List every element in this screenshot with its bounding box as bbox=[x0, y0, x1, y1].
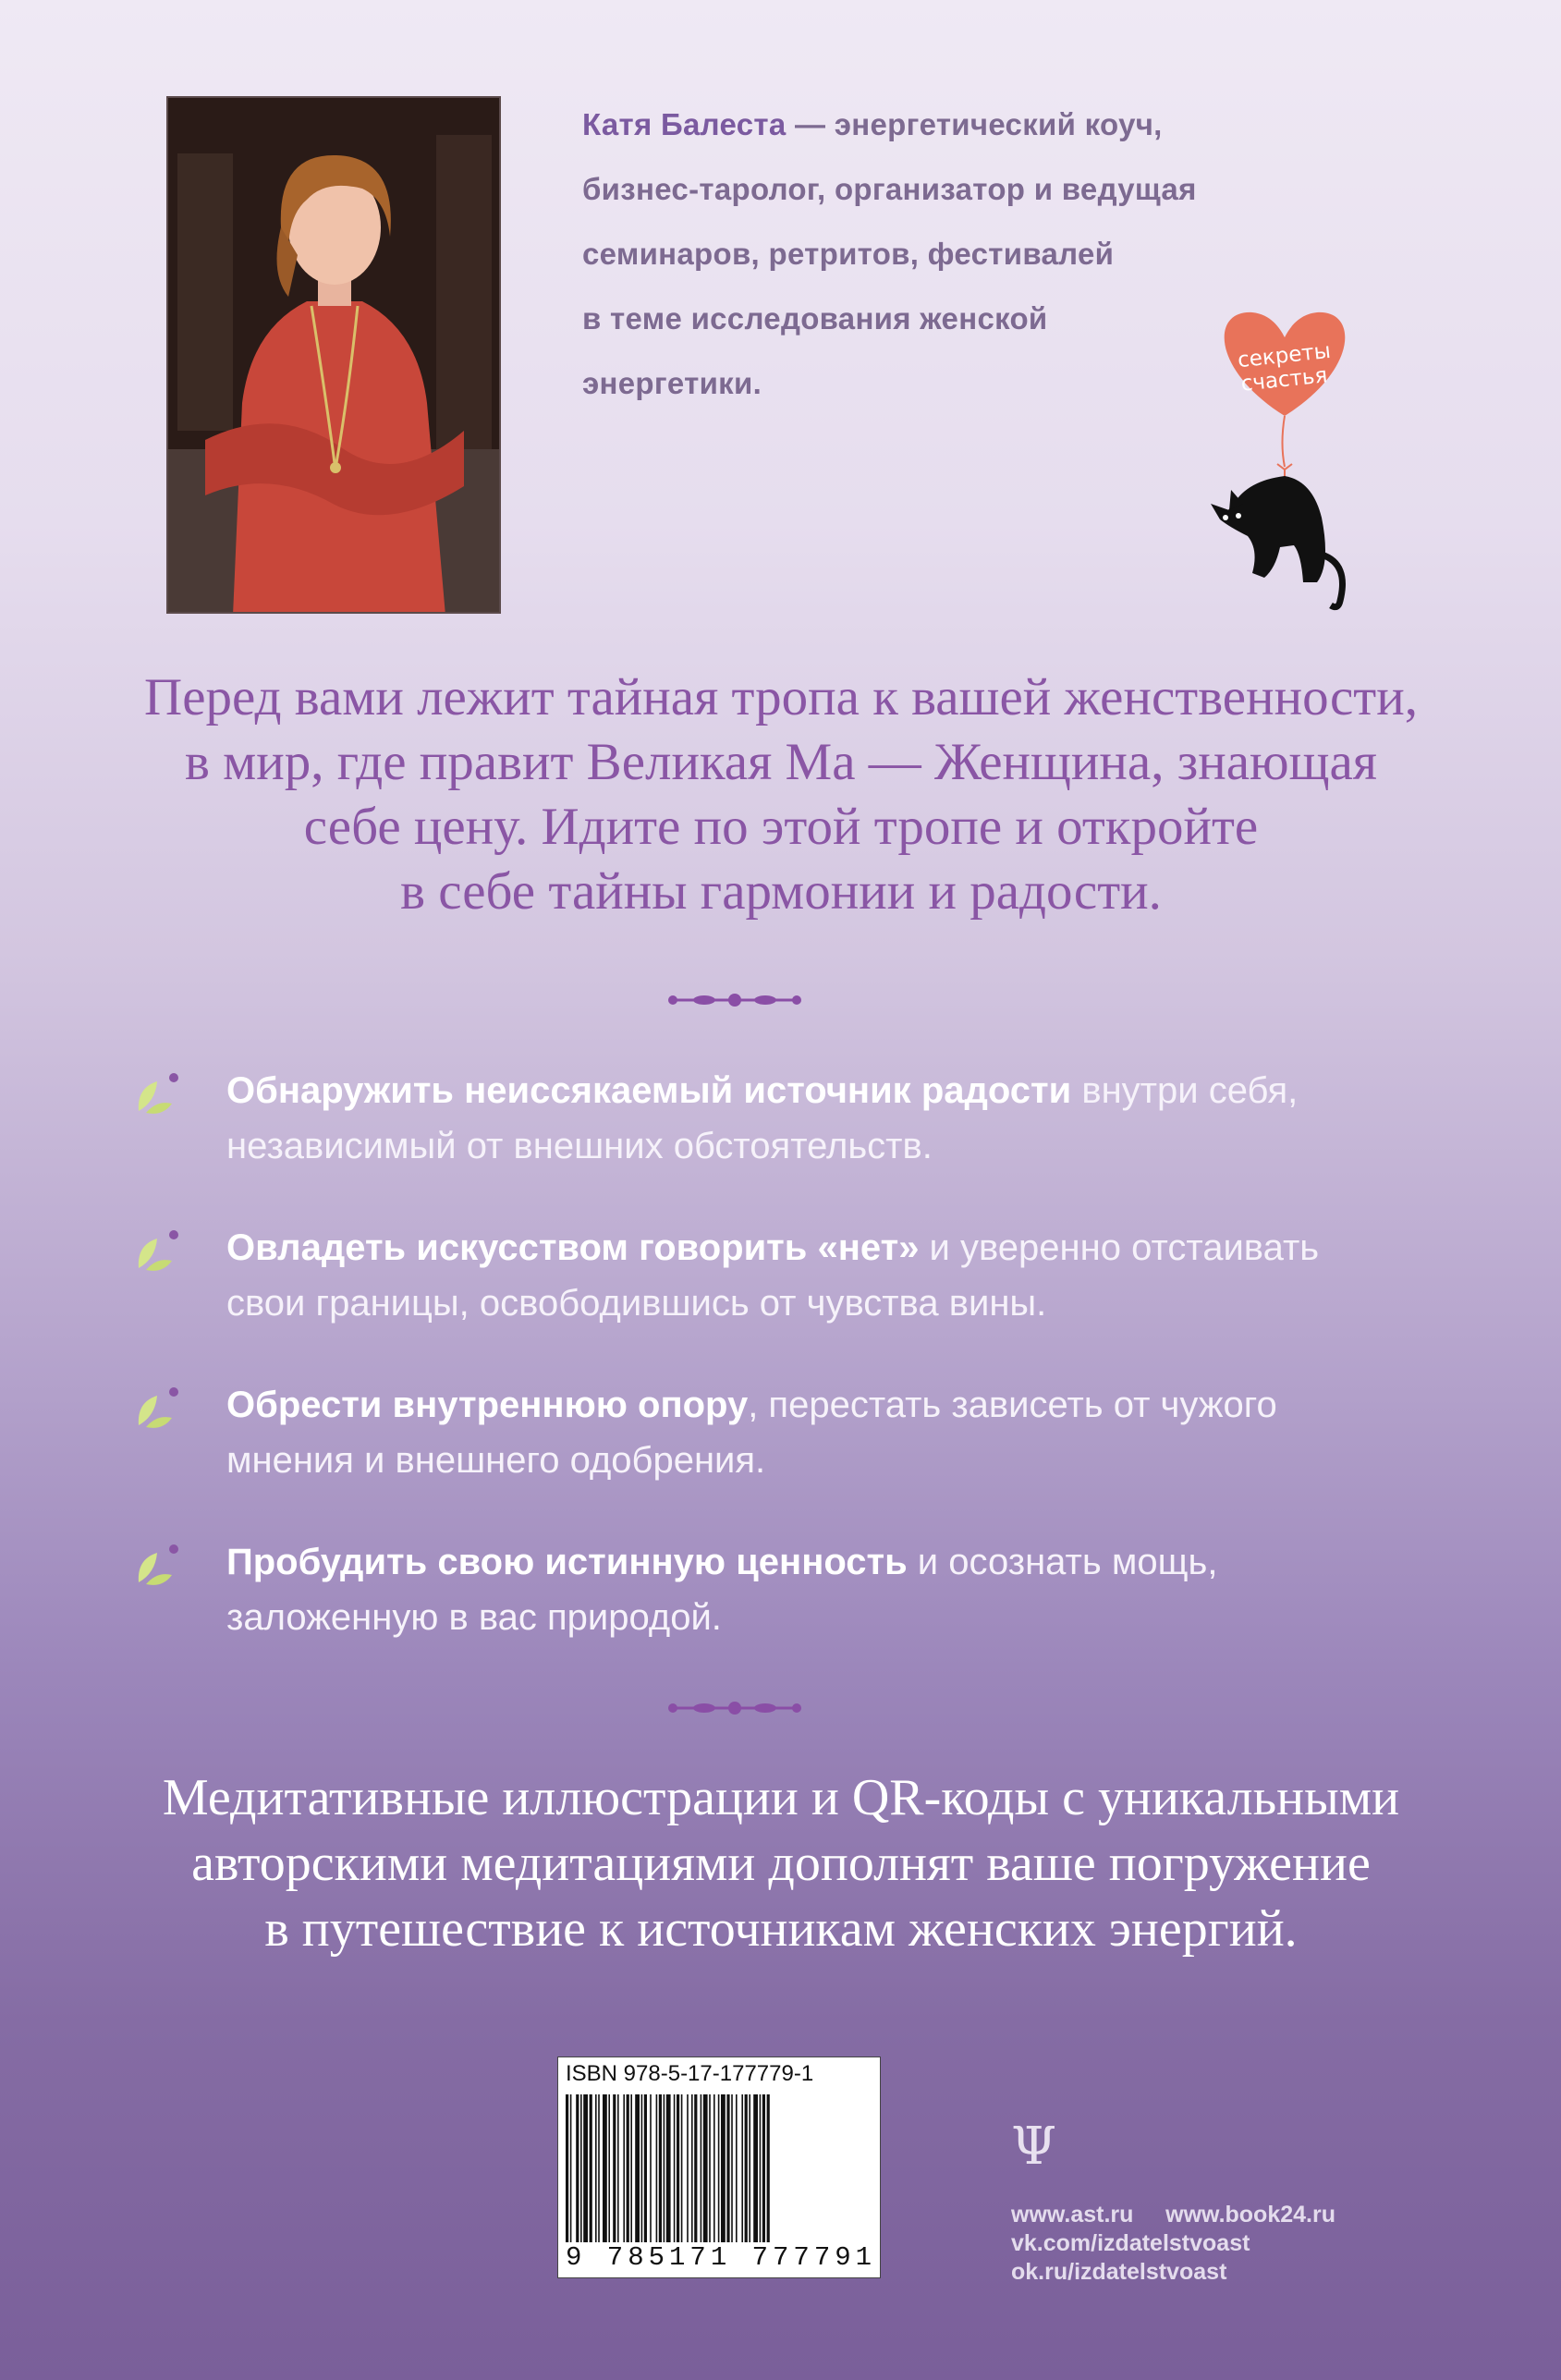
publisher-link-ok[interactable]: ok.ru/izdatelstvoast bbox=[1011, 2259, 1227, 2285]
benefits-list bbox=[129, 1063, 1423, 1691]
bullet-line-2: независимый от внешних обстоятельств. bbox=[226, 1126, 933, 1166]
bullet-line-1: Обнаружить неиссякаемый источник радости внутри себя, bbox=[226, 1070, 1299, 1111]
author-bio-line-4: в теме исследования женской bbox=[582, 301, 1048, 336]
bullet-line-1: Обрести внутреннюю опору, перестать зависеть от чужого bbox=[226, 1385, 1277, 1425]
isbn-barcode bbox=[557, 2057, 881, 2278]
author-bio-line-5: энергетики. bbox=[582, 366, 762, 400]
closing-line-1: Медитативные иллюстрации и QR-коды с уникальными bbox=[162, 1769, 1400, 1826]
intro-line-1: Перед вами лежит тайная тропа к вашей женственности, bbox=[144, 668, 1418, 726]
barcode-bars bbox=[566, 2094, 874, 2242]
bullet-line-2: мнения и внешнего одобрения. bbox=[226, 1440, 766, 1481]
isbn-label: ISBN 978-5-17-177779-1 bbox=[566, 2061, 814, 2086]
leaf-icon bbox=[129, 1065, 189, 1124]
list-item bbox=[129, 1534, 1423, 1691]
closing-line-2: авторскими медитациями дополнят ваше погружение bbox=[191, 1835, 1371, 1892]
publisher-logo-icon: Ψ bbox=[1011, 2117, 1057, 2177]
barcode-digits: 9 785171 777791 bbox=[566, 2242, 877, 2273]
author-bio-line-3: семинаров, ретритов, фестивалей bbox=[582, 237, 1115, 271]
leaf-icon bbox=[129, 1222, 189, 1281]
intro-line-3: себе цену. Идите по этой тропе и откройте bbox=[303, 798, 1259, 856]
list-item bbox=[129, 1063, 1423, 1220]
ornament-divider bbox=[665, 1697, 804, 1719]
closing-paragraph bbox=[92, 1765, 1470, 1962]
author-name: Катя Балеста bbox=[582, 107, 787, 141]
closing-line-3: в путешествие к источникам женских энергий. bbox=[264, 1900, 1298, 1958]
publisher-link-websites[interactable]: www.ast.ru www.book24.ru bbox=[1011, 2202, 1335, 2227]
publisher-link-vk[interactable]: vk.com/izdatelstvoast bbox=[1011, 2230, 1250, 2256]
author-bio-line-1: Катя Балеста — энергетический коуч, bbox=[582, 107, 1163, 141]
leaf-icon bbox=[129, 1379, 189, 1438]
author-bio-line-2: бизнес-таролог, организатор и ведущая bbox=[582, 172, 1197, 206]
bullet-line-2: заложенную в вас природой. bbox=[226, 1597, 722, 1638]
series-logo-line-1: секреты bbox=[1236, 338, 1333, 373]
intro-line-4: в себе тайны гармонии и радости. bbox=[400, 862, 1162, 921]
bullet-line-1: Пробудить свою истинную ценность и осознать мощь, bbox=[226, 1542, 1218, 1582]
intro-paragraph bbox=[74, 665, 1488, 924]
series-logo bbox=[1192, 305, 1377, 619]
intro-line-2: в мир, где правит Великая Ма — Женщина, знающая bbox=[184, 733, 1378, 791]
leaf-icon bbox=[129, 1536, 189, 1595]
list-item bbox=[129, 1377, 1423, 1534]
ornament-divider bbox=[665, 989, 804, 1011]
author-photo bbox=[166, 96, 501, 614]
heart-balloon-cat-icon bbox=[1192, 305, 1377, 619]
bullet-line-1: Овладеть искусством говорить «нет» и уверенно отстаивать bbox=[226, 1227, 1320, 1268]
bullet-line-2: свои границы, освободившись от чувства вины. bbox=[226, 1283, 1047, 1324]
list-item bbox=[129, 1220, 1423, 1377]
series-logo-line-2: счастья bbox=[1239, 363, 1329, 397]
publisher-info bbox=[1011, 2117, 1335, 2287]
